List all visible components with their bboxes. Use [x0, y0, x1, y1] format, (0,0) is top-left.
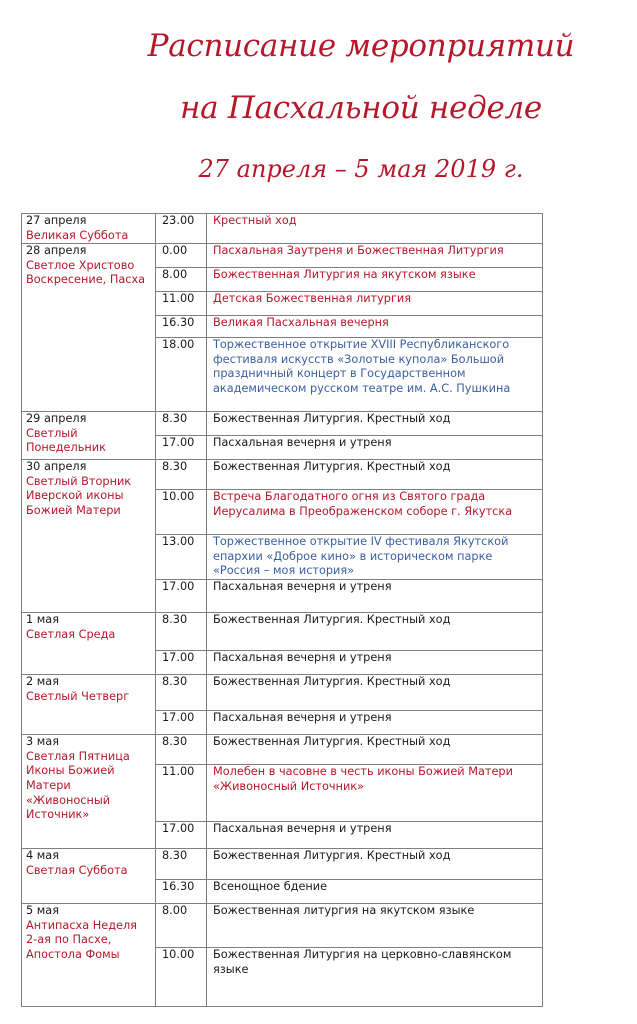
day-cell	[22, 412, 156, 460]
event-time: 17.00	[156, 822, 207, 849]
event-title: Божественная Литургия. Крестный ход	[207, 613, 543, 651]
event-title: Молебен в часовне в честь иконы Божией Матери «Живоносный Источник»	[207, 765, 543, 822]
day-date: 2 мая	[26, 675, 60, 689]
event-title: Пасхальная Заутреня и Божественная Литургия	[207, 244, 543, 268]
event-time: 17.00	[156, 651, 207, 675]
day-cell	[22, 613, 156, 675]
event-time: 16.30	[156, 880, 207, 904]
day-date: 3 мая	[26, 735, 60, 749]
event-title: Божественная Литургия. Крестный ход	[207, 460, 543, 490]
day-date: 5 мая	[26, 904, 60, 918]
event-title: Божественная Литургия. Крестный ход	[207, 675, 543, 711]
event-time: 17.00	[156, 711, 207, 735]
day-name: Антипасха Неделя 2-ая по Пасхе, Апостола Фомы	[26, 918, 137, 961]
event-title: Божественная Литургия. Крестный ход	[207, 849, 543, 880]
event-title: Торжественное открытие IV фестиваля Якутской епархии «Доброе кино» в историческом парке «Россия – моя история»	[207, 535, 543, 580]
table-row	[22, 849, 543, 880]
event-title: Пасхальная вечерня и утреня	[207, 651, 543, 675]
table-row	[22, 412, 543, 436]
day-date: 1 мая	[26, 613, 60, 627]
page-subtitle: на Пасхальной неделе	[180, 90, 542, 126]
event-time: 11.00	[156, 292, 207, 316]
page-title: Расписание мероприятий	[147, 28, 575, 64]
table-row	[22, 735, 543, 765]
day-cell	[22, 904, 156, 1007]
event-title: Детская Божественная литургия	[207, 292, 543, 316]
table-row	[22, 214, 543, 244]
event-time: 8.30	[156, 613, 207, 651]
day-name: Светлая Суббота	[26, 863, 128, 877]
event-title: Всенощное бдение	[207, 880, 543, 904]
schedule-table	[21, 213, 543, 1007]
event-time: 8.30	[156, 675, 207, 711]
event-title: Встреча Благодатного огня из Святого града Иерусалима в Преображенском соборе г. Якутска	[207, 490, 543, 535]
event-title: Божественная литургия на якутском языке	[207, 904, 543, 948]
table-row	[22, 613, 543, 651]
table-row	[22, 675, 543, 711]
event-time: 10.00	[156, 490, 207, 535]
event-time: 18.00	[156, 338, 207, 412]
event-time: 17.00	[156, 580, 207, 613]
day-name: Светлый Четверг	[26, 689, 130, 703]
event-time: 10.00	[156, 948, 207, 1007]
event-time: 8.30	[156, 412, 207, 436]
event-time: 8.30	[156, 849, 207, 880]
event-time: 17.00	[156, 436, 207, 460]
event-time: 0.00	[156, 244, 207, 268]
event-time: 23.00	[156, 214, 207, 244]
event-title: Пасхальная вечерня и утреня	[207, 822, 543, 849]
event-title: Божественная Литургия. Крестный ход	[207, 735, 543, 765]
event-title: Великая Пасхальная вечерня	[207, 316, 543, 338]
day-name: Светлая Среда	[26, 627, 116, 641]
event-time: 11.00	[156, 765, 207, 822]
event-title: Божественная Литургия на церковно-славянском языке	[207, 948, 543, 1007]
event-title: Торжественное открытие XVIII Республиканского фестиваля искусств «Золотые купола» Большой праздничный концерт в Государственном академическом русском театре им. А.С. Пушкина	[207, 338, 543, 412]
day-date: 27 апреля	[26, 214, 87, 227]
event-time: 13.00	[156, 535, 207, 580]
event-time: 16.30	[156, 316, 207, 338]
day-name: Светлый Понедельник	[26, 426, 106, 455]
day-cell	[22, 675, 156, 735]
day-date: 29 апреля	[26, 412, 87, 426]
day-name: Светлое Христово Воскресение, Пасха	[26, 258, 146, 287]
day-name: Светлая Пятница Иконы Божией Матери «Живоносный Источник»	[26, 749, 130, 822]
table-row	[22, 460, 543, 490]
event-title: Божественная Литургия на якутском языке	[207, 268, 543, 292]
event-title: Божественная Литургия. Крестный ход	[207, 412, 543, 436]
event-time: 8.00	[156, 268, 207, 292]
day-cell	[22, 849, 156, 904]
event-time: 8.00	[156, 904, 207, 948]
date-range: 27 апреля – 5 мая 2019 г.	[198, 155, 524, 183]
day-name: Великая Суббота	[26, 228, 129, 242]
table-row	[22, 244, 543, 268]
day-cell	[22, 214, 156, 244]
event-title: Пасхальная вечерня и утреня	[207, 711, 543, 735]
day-date: 30 апреля	[26, 460, 87, 474]
event-title: Крестный ход	[207, 214, 543, 244]
day-name: Светлый Вторник Иверской иконы Божией Матери	[26, 474, 132, 517]
day-date: 28 апреля	[26, 244, 87, 258]
day-date: 4 мая	[26, 849, 60, 863]
table-row	[22, 904, 543, 948]
event-title: Пасхальная вечерня и утреня	[207, 580, 543, 613]
day-cell	[22, 244, 156, 412]
event-time: 8.30	[156, 735, 207, 765]
day-cell	[22, 735, 156, 849]
event-title: Пасхальная вечерня и утреня	[207, 436, 543, 460]
event-time: 8.30	[156, 460, 207, 490]
day-cell	[22, 460, 156, 613]
